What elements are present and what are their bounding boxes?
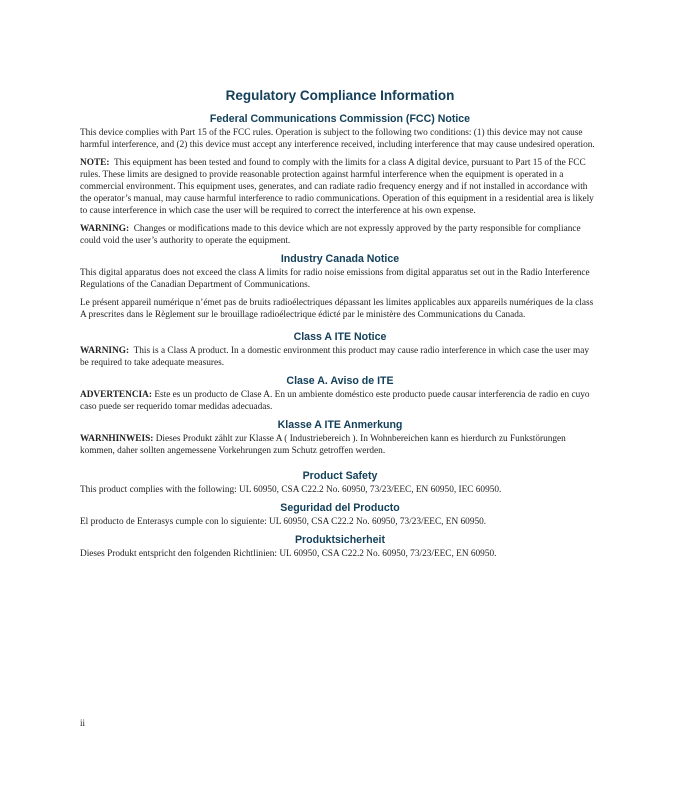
fcc-note-paragraph bbox=[80, 157, 600, 217]
clase-a-text: Este es un producto de Clase A. En un ambiente doméstico este producto puede causar interferencia de radio en cuyo caso puede ser requerido tomar medidas adecuadas. bbox=[80, 390, 590, 412]
class-a-warning-paragraph bbox=[80, 345, 600, 369]
fcc-note-text: This equipment has been tested and found to comply with the limits for a class A digital device, pursuant to Part 15 of the FCC rules. These limits are designed to provide reasonable protection against harmful interference when the equipment is operated in a commercial environment. This equipment uses, generates, and can radiate radio frequency energy and if not installed in accordance with the operator’s manual, may cause harmful interference to radio communications. Operation of this equipment in a residential area is likely to cause interference in which case the user will be required to correct the interference at his own expense. bbox=[80, 158, 594, 216]
produktsicherheit-paragraph bbox=[80, 548, 600, 560]
section-fcc bbox=[80, 113, 600, 247]
section-industry-canada bbox=[80, 253, 600, 321]
section-product-safety bbox=[80, 470, 600, 496]
fcc-paragraph-1-text: This device complies with Part 15 of the FCC rules. Operation is subject to the following two conditions: (1) this device may not cause harmful interference, and (2) this device must accept any interference received, including interference that may cause undesired operation. bbox=[80, 128, 595, 150]
note-label: NOTE: bbox=[80, 158, 110, 168]
canada-paragraph-en-text: This digital apparatus does not exceed the class A limits for radio noise emissions from digital apparatus set out in the Radio Interference Regulations of the Canadian Department of Communications. bbox=[80, 268, 590, 290]
section-heading-product-safety: Product Safety bbox=[302, 470, 378, 482]
seguridad-text: El producto de Enterasys cumple con lo siguiente: UL 60950, CSA C22.2 No. 60950, 73/23/EEC, EN 60950. bbox=[80, 517, 487, 527]
warning-label: WARNING: bbox=[80, 224, 130, 234]
section-heading-produktsicherheit: Produktsicherheit bbox=[294, 534, 386, 546]
section-heading-klasse-a: Klasse A ITE Anmerkung bbox=[277, 419, 403, 431]
klasse-a-paragraph bbox=[80, 433, 600, 457]
canada-paragraph-fr bbox=[80, 297, 600, 321]
section-clase-a bbox=[80, 375, 600, 413]
product-safety-paragraph bbox=[80, 484, 600, 496]
section-heading-seguridad: Seguridad del Producto bbox=[280, 502, 400, 514]
section-heading-class-a-ite: Class A ITE Notice bbox=[293, 331, 387, 343]
product-safety-text: This product complies with the following: UL 60950, CSA C22.2 No. 60950, 73/23/EEC, EN 60950, IEC 60950. bbox=[80, 485, 502, 495]
page-title: Regulatory Compliance Information bbox=[225, 88, 455, 103]
section-class-a-ite bbox=[80, 331, 600, 369]
section-klasse-a bbox=[80, 419, 600, 457]
fcc-warning-text: Changes or modifications made to this device which are not expressly approved by the party responsible for compliance could void the user’s authority to operate the equipment. bbox=[80, 224, 581, 246]
klasse-a-text: Dieses Produkt zählt zur Klasse A ( Industriebereich ). In Wohnbereichen kann es hierdurch zu Funkstörungen kommen, daher sollten angemessene Vorkehrungen zum Schutz getroffen werden. bbox=[80, 434, 566, 456]
produktsicherheit-text: Dieses Produkt entspricht den folgenden Richtlinien: UL 60950, CSA C22.2 No. 60950, 73/23/EEC, EN 60950. bbox=[80, 549, 497, 559]
canada-paragraph-en bbox=[80, 267, 600, 291]
section-heading-clase-a: Clase A. Aviso de ITE bbox=[286, 375, 394, 387]
class-a-warning-text: This is a Class A product. In a domestic environment this product may cause radio interference in which case the user may be required to take adequate measures. bbox=[80, 346, 589, 368]
canada-paragraph-fr-text: Le présent appareil numérique n’émet pas de bruits radioélectriques dépassant les limites applicables aux appareils numériques de la class A prescrites dans le Règlement sur le brouillage radioélectrique édicté par le ministère des Communications du Canada. bbox=[80, 298, 594, 320]
section-heading-industry-canada: Industry Canada Notice bbox=[280, 253, 400, 265]
section-produktsicherheit bbox=[80, 534, 600, 560]
warnhinweis-label: WARNHINWEIS: bbox=[80, 434, 154, 444]
fcc-warning-paragraph bbox=[80, 223, 600, 247]
fcc-paragraph-1 bbox=[80, 127, 600, 151]
clase-a-paragraph bbox=[80, 389, 600, 413]
page-number: ii bbox=[80, 718, 86, 728]
section-seguridad bbox=[80, 502, 600, 528]
seguridad-paragraph bbox=[80, 516, 600, 528]
section-heading-fcc: Federal Communications Commission (FCC) Notice bbox=[209, 113, 471, 125]
document-page bbox=[80, 88, 600, 566]
advertencia-label: ADVERTENCIA: bbox=[80, 390, 152, 400]
warning-label: WARNING: bbox=[80, 346, 130, 356]
